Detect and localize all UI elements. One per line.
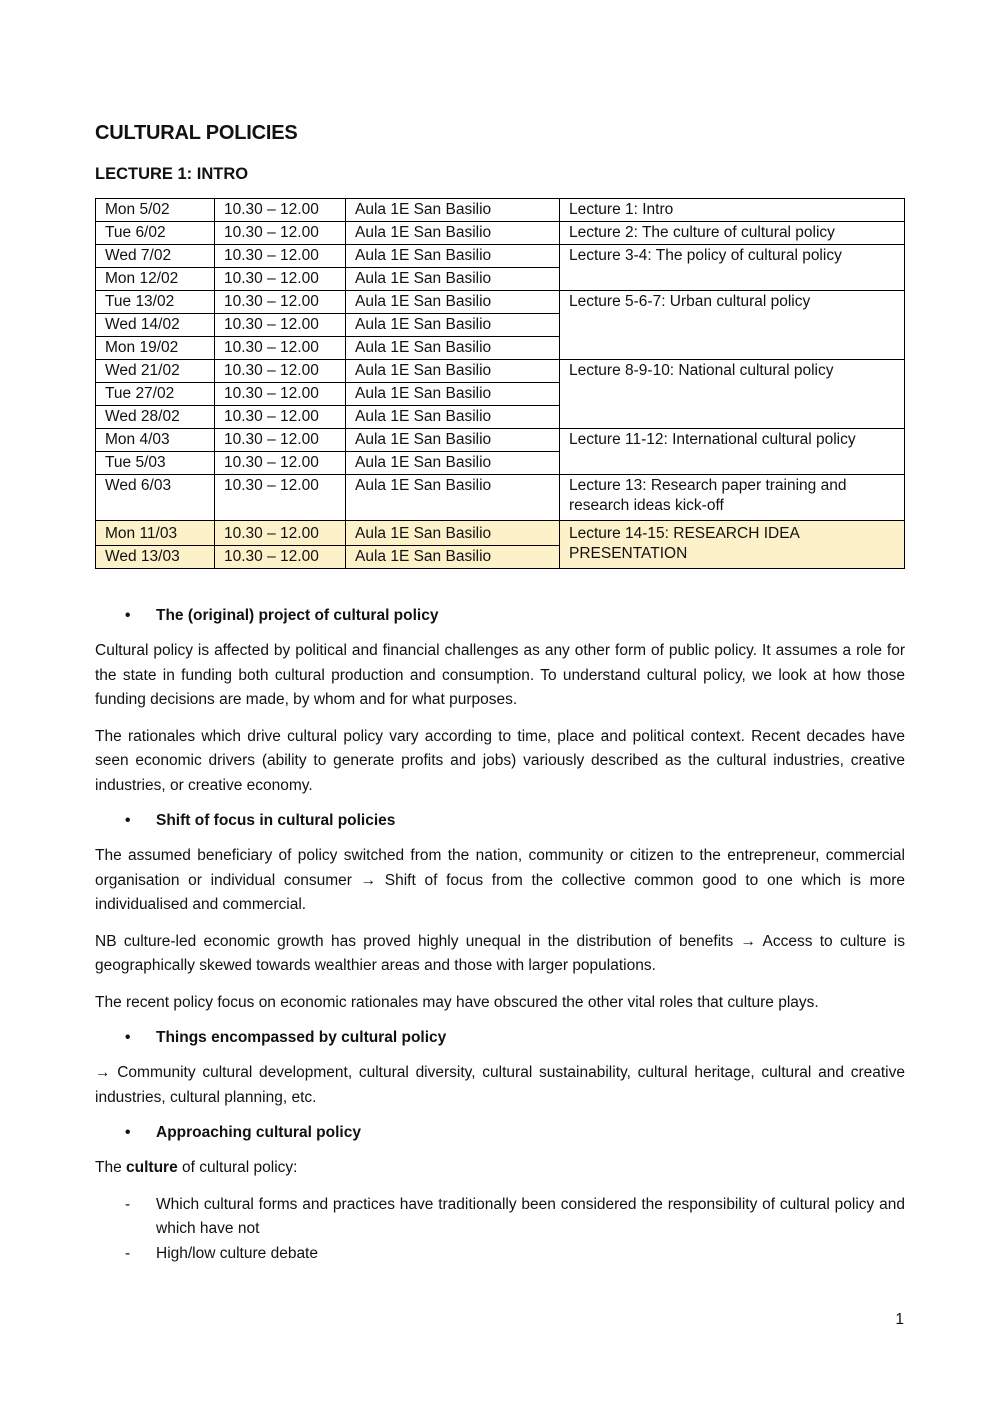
day-cell: Wed 21/02 [96,360,215,383]
day-cell: Wed 14/02 [96,314,215,337]
table-row [96,429,905,452]
room-cell: Aula 1E San Basilio [346,521,560,546]
paragraph: → Community cultural development, cultural diversity, cultural sustainability, cultural heritage, cultural and creative industries, cultural planning, etc. [95,1064,905,1106]
time-cell: 10.30 – 12.00 [215,360,346,383]
day-cell: Wed 6/03 [96,475,215,521]
page-number: 1 [895,1311,904,1328]
day-cell: Tue 5/03 [96,452,215,475]
list-item [95,1242,905,1267]
table-row [96,199,905,222]
lecture-heading: LECTURE 1: INTRO [95,165,249,183]
table-row [96,360,905,383]
text-span: of cultural policy: [177,1159,298,1176]
time-cell: 10.30 – 12.00 [215,199,346,222]
paragraph [95,1156,905,1181]
day-cell: Wed 28/02 [96,406,215,429]
text-span: The [95,1159,127,1176]
room-cell: Aula 1E San Basilio [346,429,560,452]
lecture-cell: Lecture 5-6-7: Urban cultural policy [560,291,905,360]
section-heading-text: Things encompassed by cultural policy [156,1029,447,1046]
page-content [95,118,905,1266]
section-heading [95,812,905,830]
time-cell: 10.30 – 12.00 [215,383,346,406]
day-cell: Mon 5/02 [96,199,215,222]
dash-marker: - [125,1195,131,1213]
paragraph: Cultural policy is affected by political and financial challenges as any other form of public policy. It assumes a role for the state in funding both cultural production and consumption. To understand cultural policy, we look at how those funding decisions are made, by whom and for what purposes. [95,642,905,708]
time-cell: 10.30 – 12.00 [215,268,346,291]
section-heading [95,607,905,625]
room-cell: Aula 1E San Basilio [346,475,560,521]
bullet-icon: • [125,607,131,624]
bullet-icon: • [125,1029,131,1046]
time-cell: 10.30 – 12.00 [215,291,346,314]
lecture-cell: Lecture 3-4: The policy of cultural policy [560,245,905,291]
section-heading [95,1124,905,1142]
lecture-cell: Lecture 11-12: International cultural policy [560,429,905,475]
time-cell: 10.30 – 12.00 [215,406,346,429]
room-cell: Aula 1E San Basilio [346,406,560,429]
bullet-icon: • [125,1124,131,1141]
time-cell: 10.30 – 12.00 [215,429,346,452]
day-cell: Wed 13/03 [96,546,215,569]
lecture-cell: Lecture 1: Intro [560,199,905,222]
table-row [96,291,905,314]
day-cell: Mon 4/03 [96,429,215,452]
day-cell: Tue 27/02 [96,383,215,406]
paragraph: The assumed beneficiary of policy switched from the nation, community or citizen to the entrepreneur, commercial organisation or individual consumer → Shift of focus from the collective common good to one which is more individualised and commercial. [95,847,905,913]
time-cell: 10.30 – 12.00 [215,452,346,475]
room-cell: Aula 1E San Basilio [346,360,560,383]
room-cell: Aula 1E San Basilio [346,546,560,569]
section-heading-text: Approaching cultural policy [156,1124,361,1141]
room-cell: Aula 1E San Basilio [346,245,560,268]
time-cell: 10.30 – 12.00 [215,245,346,268]
room-cell: Aula 1E San Basilio [346,314,560,337]
paragraph: The recent policy focus on economic rationales may have obscured the other vital roles that culture plays. [95,993,819,1011]
time-cell: 10.30 – 12.00 [215,521,346,546]
room-cell: Aula 1E San Basilio [346,268,560,291]
room-cell: Aula 1E San Basilio [346,337,560,360]
section-heading [95,1029,905,1047]
day-cell: Mon 11/03 [96,521,215,546]
bold-term: culture [126,1159,178,1176]
paragraph: The rationales which drive cultural policy vary according to time, place and political context. Recent decades have seen economic drivers (ability to generate profits and jobs) variously described as the cultural industries, creative industries, or creative economy. [95,727,905,794]
lecture-cell: Lecture 8-9-10: National cultural policy [560,360,905,429]
dash-marker: - [125,1244,131,1262]
schedule-table [95,198,905,569]
time-cell: 10.30 – 12.00 [215,475,346,521]
time-cell: 10.30 – 12.00 [215,222,346,245]
list-item-text: Which cultural forms and practices have traditionally been considered the responsibility of cultural policy and which have not [156,1195,905,1237]
time-cell: 10.30 – 12.00 [215,546,346,569]
list-item-text: High/low culture debate [156,1244,318,1262]
table-row [96,245,905,268]
table-row [96,475,905,521]
day-cell: Tue 13/02 [96,291,215,314]
paragraph: NB culture-led economic growth has proved highly unequal in the distribution of benefits → Access to culture is geographically skewed towards wealthier areas and those with larger populations. [95,932,905,974]
time-cell: 10.30 – 12.00 [215,314,346,337]
room-cell: Aula 1E San Basilio [346,383,560,406]
lecture-cell: Lecture 13: Research paper training and research ideas kick-off [560,475,905,521]
room-cell: Aula 1E San Basilio [346,452,560,475]
room-cell: Aula 1E San Basilio [346,199,560,222]
time-cell: 10.30 – 12.00 [215,337,346,360]
section-heading-text: The (original) project of cultural policy [156,607,439,624]
room-cell: Aula 1E San Basilio [346,291,560,314]
section-heading-text: Shift of focus in cultural policies [156,812,396,829]
table-row [96,222,905,245]
list-item [95,1193,905,1242]
lecture-cell: Lecture 14-15: RESEARCH IDEA PRESENTATION [560,521,905,569]
table-row-highlighted [96,521,905,546]
lecture-cell: Lecture 2: The culture of cultural policy [560,222,905,245]
day-cell: Mon 12/02 [96,268,215,291]
day-cell: Wed 7/02 [96,245,215,268]
document-title: CULTURAL POLICIES [95,122,298,144]
day-cell: Mon 19/02 [96,337,215,360]
day-cell: Tue 6/02 [96,222,215,245]
room-cell: Aula 1E San Basilio [346,222,560,245]
bullet-icon: • [125,812,131,829]
